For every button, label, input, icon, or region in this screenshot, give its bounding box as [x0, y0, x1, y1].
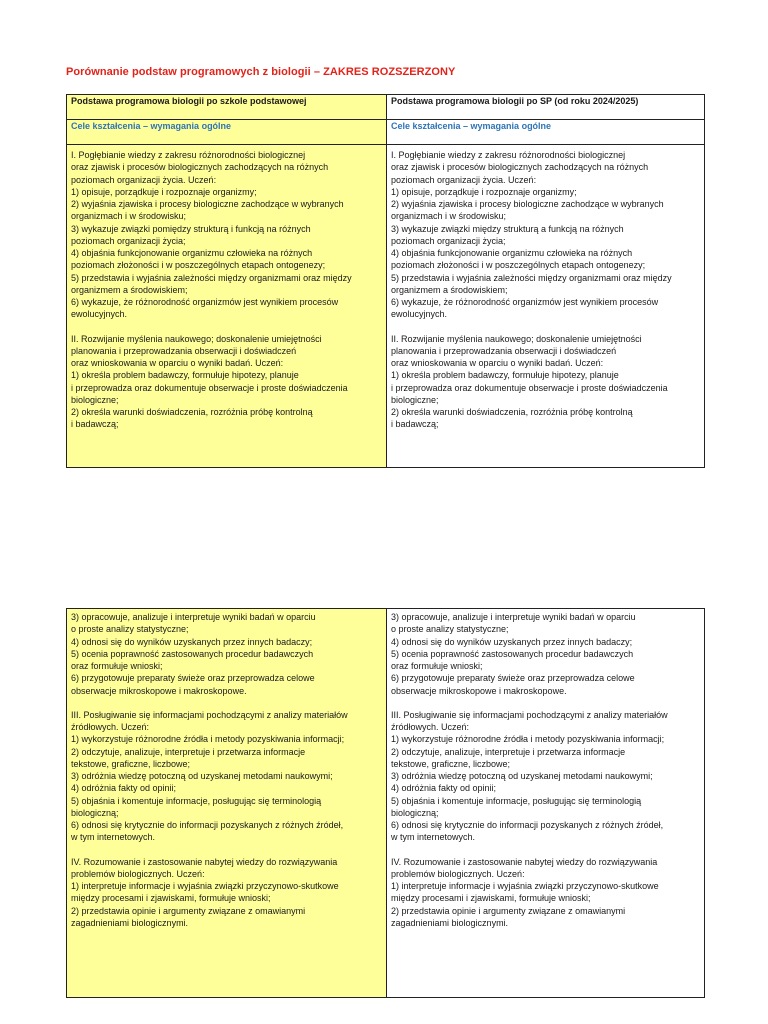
text-line: problemów biologicznych. Uczeń:	[391, 868, 525, 879]
text-line: organizmach i w środowisku;	[71, 211, 187, 222]
text-line: oraz formułuje wnioski;	[71, 661, 163, 671]
text-line: poziomach złożoności i w poszczególnych etapach ontogenezy;	[71, 260, 326, 271]
text-line: biologiczną;	[391, 807, 439, 818]
text-line: 5) przedstawia i wyjaśnia zależności między organizmami oraz między	[71, 272, 352, 283]
text-line: 5) przedstawia i wyjaśnia zależności między organizmami oraz między	[391, 272, 672, 283]
text-line: poziomach organizacji życia;	[391, 235, 506, 246]
text-line: 4) odnosi się do wyników uzyskanych przez innych badaczy;	[71, 636, 313, 647]
text-line: planowania i przeprowadzania obserwacji i doświadczeń	[71, 345, 297, 356]
text-line: poziomach organizacji życia. Uczeń:	[71, 174, 217, 185]
text-paragraph	[391, 611, 700, 697]
text-line: 2) określa warunki doświadczenia, rozróżnia próbę kontrolną	[391, 407, 633, 417]
text-line: i przeprowadza oraz dokumentuje obserwacje i proste doświadczenia	[391, 382, 668, 393]
text-line: 2) wyjaśnia zjawiska i procesy biologiczne zachodzące w wybranych	[391, 199, 664, 209]
left-column-content	[67, 145, 387, 468]
text-line: poziomach organizacji życia. Uczeń:	[391, 174, 537, 185]
text-line: 4) odróżnia fakty od opinii;	[391, 783, 497, 794]
text-line: źródłowych. Uczeń:	[71, 722, 150, 732]
text-line: w tym internetowych.	[391, 832, 476, 843]
text-line: 2) przedstawia opinie i argumenty związane z omawianymi	[391, 905, 626, 916]
text-line: II. Rozwijanie myślenia naukowego; doskonalenie umiejętności	[391, 333, 642, 344]
text-line: obserwacje mikroskopowe i makroskopowe.	[391, 685, 567, 696]
text-line: 1) wykorzystuje różnorodne źródła i metody pozyskiwania informacji;	[391, 734, 665, 745]
table-subheader-row	[67, 120, 705, 145]
text-line: II. Rozwijanie myślenia naukowego; doskonalenie umiejętności	[71, 333, 322, 344]
text-line: poziomach złożoności i w poszczególnych etapach ontogenezy;	[391, 260, 646, 271]
text-line: I. Pogłębianie wiedzy z zakresu różnorodności biologicznej	[71, 150, 306, 160]
text-line: III. Posługiwanie się informacjami pochodzącymi z analizy materiałów	[391, 709, 668, 720]
text-line: oraz formułuje wnioski;	[391, 661, 483, 671]
text-line: 4) odnosi się do wyników uzyskanych przez innych badaczy;	[391, 636, 633, 647]
text-line: oraz wnioskowania w oparciu o wyniki badań. Uczeń:	[71, 358, 284, 368]
text-line: I. Pogłębianie wiedzy z zakresu różnorodności biologicznej	[391, 150, 626, 160]
text-line: 6) przygotowuje preparaty świeże oraz przeprowadza celowe	[71, 673, 315, 684]
text-line: o proste analizy statystyczne;	[391, 624, 509, 635]
text-line: 1) wykorzystuje różnorodne źródła i metody pozyskiwania informacji;	[71, 734, 345, 745]
text-paragraph	[391, 333, 700, 431]
text-line: organizmem a środowiskiem;	[391, 284, 508, 295]
text-line: 5) ocenia poprawność zastosowanych procedur badawczych	[391, 648, 634, 659]
text-line: biologiczne;	[391, 394, 439, 405]
text-line: i badawczą;	[71, 419, 119, 430]
right-column-subheader: Cele kształcenia – wymagania ogólne	[387, 120, 705, 145]
text-line: 3) wykazuje związki między strukturą a funkcją na różnych	[391, 223, 624, 234]
text-line: 6) wykazuje, że różnorodność organizmów jest wynikiem procesów	[71, 297, 339, 307]
text-line: 4) objaśnia funkcjonowanie organizmu człowieka na różnych	[391, 248, 633, 258]
right-column-content	[387, 609, 705, 998]
text-line: 3) wykazuje związki pomiędzy strukturą i funkcją na różnych	[71, 223, 311, 234]
left-column-subheader: Cele kształcenia – wymagania ogólne	[67, 120, 387, 145]
text-line: IV. Rozumowanie i zastosowanie nabytej wiedzy do rozwiązywania	[391, 856, 658, 867]
text-line: ewolucyjnych.	[71, 309, 128, 320]
text-line: 3) odróżnia wiedzę potoczną od uzyskanej metodami naukowymi;	[391, 771, 653, 781]
text-paragraph	[71, 149, 382, 321]
left-column-header: Podstawa programowa biologii po szkole podstawowej	[67, 95, 387, 120]
text-line: 6) wykazuje, że różnorodność organizmów jest wynikiem procesów	[391, 297, 659, 307]
text-line: organizmach i w środowisku;	[391, 211, 507, 222]
text-line: 1) opisuje, porządkuje i rozpoznaje organizmy;	[71, 186, 257, 197]
text-line: i przeprowadza oraz dokumentuje obserwacje i proste doświadczenia	[71, 382, 348, 393]
text-line: 4) objaśnia funkcjonowanie organizmu człowieka na różnych	[71, 248, 313, 258]
text-line: 6) odnosi się krytycznie do informacji pozyskanych z różnych źródeł,	[391, 820, 664, 830]
text-line: biologiczną;	[71, 807, 119, 818]
text-paragraph	[71, 611, 382, 697]
text-line: zagadnieniami biologicznymi.	[391, 917, 509, 928]
text-paragraph	[391, 856, 700, 930]
comparison-table-part-1	[66, 94, 705, 468]
text-line: 4) odróżnia fakty od opinii;	[71, 783, 177, 794]
text-line: 1) interpretuje informacje i wyjaśnia związki przyczynowo-skutkowe	[391, 881, 659, 891]
text-paragraph	[71, 333, 382, 431]
text-line: 5) ocenia poprawność zastosowanych procedur badawczych	[71, 648, 314, 659]
text-line: III. Posługiwanie się informacjami pochodzącymi z analizy materiałów	[71, 709, 348, 720]
text-line: i badawczą;	[391, 419, 439, 430]
text-line: 1) określa problem badawczy, formułuje hipotezy, planuje	[391, 370, 619, 381]
comparison-table-part-2	[66, 608, 705, 998]
text-paragraph	[71, 709, 382, 844]
right-column-content	[387, 145, 705, 468]
text-line: ewolucyjnych.	[391, 309, 448, 320]
text-line: 5) objaśnia i komentuje informacje, posługując się terminologią	[71, 795, 322, 806]
text-line: źródłowych. Uczeń:	[391, 722, 470, 732]
text-line: tekstowe, graficzne, liczbowe;	[71, 758, 191, 769]
text-line: o proste analizy statystyczne;	[71, 624, 189, 635]
text-line: zagadnieniami biologicznymi.	[71, 917, 189, 928]
text-line: 1) opisuje, porządkuje i rozpoznaje organizmy;	[391, 186, 577, 197]
text-line: problemów biologicznych. Uczeń:	[71, 868, 205, 879]
text-line: oraz zjawisk i procesów biologicznych zachodzących na różnych	[71, 162, 329, 173]
text-line: 1) interpretuje informacje i wyjaśnia związki przyczynowo-skutkowe	[71, 881, 339, 891]
text-line: 2) określa warunki doświadczenia, rozróżnia próbę kontrolną	[71, 407, 313, 417]
text-line: 3) odróżnia wiedzę potoczną od uzyskanej metodami naukowymi;	[71, 771, 333, 781]
text-line: 1) określa problem badawczy, formułuje hipotezy, planuje	[71, 370, 299, 381]
text-line: w tym internetowych.	[71, 832, 156, 843]
text-line: biologiczne;	[71, 394, 119, 405]
text-line: 3) opracowuje, analizuje i interpretuje wyniki badań w oparciu	[391, 612, 636, 622]
left-column-content	[67, 609, 387, 998]
text-line: tekstowe, graficzne, liczbowe;	[391, 758, 511, 769]
text-line: 3) opracowuje, analizuje i interpretuje wyniki badań w oparciu	[71, 612, 316, 622]
text-line: 2) odczytuje, analizuje, interpretuje i przetwarza informacje	[391, 746, 626, 757]
text-paragraph	[391, 709, 700, 844]
text-line: organizmem a środowiskiem;	[71, 284, 188, 295]
text-line: 6) przygotowuje preparaty świeże oraz przeprowadza celowe	[391, 673, 635, 684]
text-paragraph	[391, 149, 700, 321]
text-paragraph	[71, 856, 382, 930]
text-line: poziomach organizacji życia;	[71, 235, 186, 246]
table-body-row	[67, 145, 705, 468]
text-line: 2) przedstawia opinie i argumenty związane z omawianymi	[71, 905, 306, 916]
text-line: 5) objaśnia i komentuje informacje, posługując się terminologią	[391, 795, 642, 806]
text-line: 6) odnosi się krytycznie do informacji pozyskanych z różnych źródeł,	[71, 820, 344, 830]
right-column-header: Podstawa programowa biologii po SP (od roku 2024/2025)	[387, 95, 705, 120]
text-line: 2) odczytuje, analizuje, interpretuje i przetwarza informacje	[71, 746, 306, 757]
document-title: Porównanie podstaw programowych z biologii – ZAKRES ROZSZERZONY	[66, 66, 456, 78]
text-line: obserwacje mikroskopowe i makroskopowe.	[71, 685, 247, 696]
text-line: oraz zjawisk i procesów biologicznych zachodzących na różnych	[391, 162, 649, 173]
text-line: 2) wyjaśnia zjawiska i procesy biologiczne zachodzące w wybranych	[71, 199, 344, 209]
table-body-row	[67, 609, 705, 998]
table-header-row	[67, 95, 705, 120]
text-line: IV. Rozumowanie i zastosowanie nabytej wiedzy do rozwiązywania	[71, 856, 338, 867]
text-line: planowania i przeprowadzania obserwacji i doświadczeń	[391, 345, 617, 356]
text-line: między procesami i zjawiskami, formułuje wnioski;	[71, 893, 271, 904]
text-line: między procesami i zjawiskami, formułuje wnioski;	[391, 893, 591, 904]
text-line: oraz wnioskowania w oparciu o wyniki badań. Uczeń:	[391, 358, 604, 368]
